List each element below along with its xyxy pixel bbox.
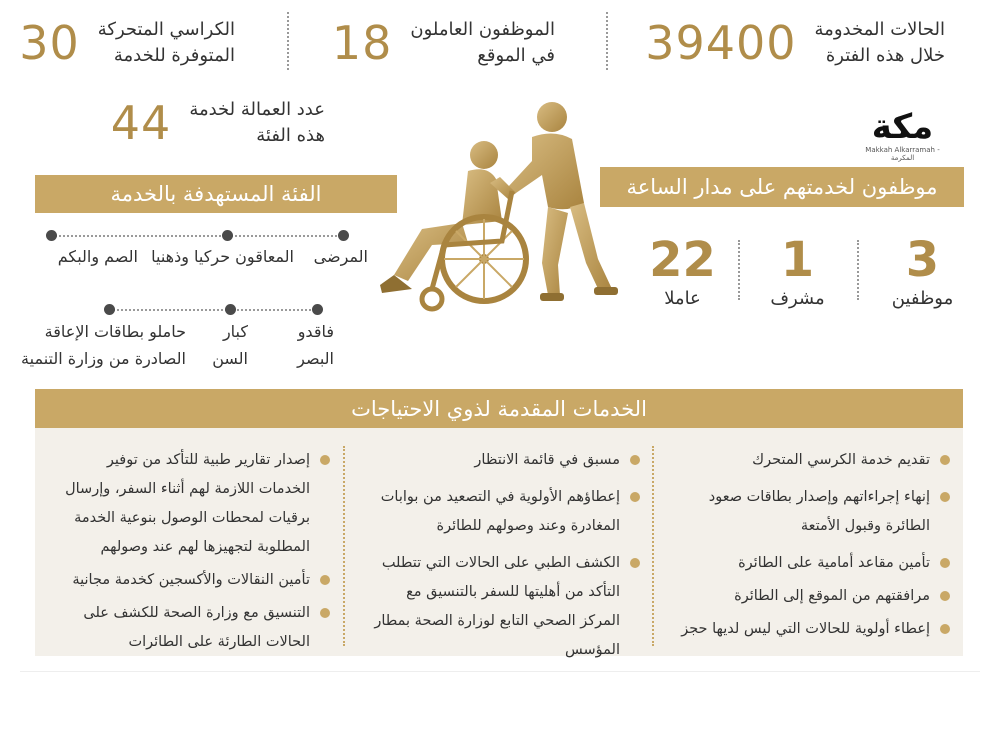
target-item-line: البصر [297,349,334,368]
divider [857,240,859,300]
target-item: المعاقون حركيا وذهنيا [151,247,294,266]
count-label: موظفين [891,288,954,309]
timeline [110,309,318,311]
stat-label: خلال هذه الفترة [825,45,945,66]
timeline [52,235,344,237]
count-label: عاملا [664,288,701,309]
count-number: 3 [905,232,940,288]
service-item: إعطاء أولوية للحالات التي ليس لديها حجز [660,615,950,644]
column-divider [343,446,345,646]
service-item: تأمين النقالات والأكسجين كخدمة مجانية [45,566,330,595]
staff-title-bar [600,167,964,207]
staff-count-workers [640,232,725,309]
service-item: إنهاء إجراءاتهم وإصدار بطاقات صعود الطائرة وقبول الأمتعة [660,483,950,541]
newspaper-logo [855,108,950,160]
staff-title: موظفون لخدمتهم على مدار الساعة [626,175,938,199]
stat-number: 30 [19,16,80,70]
staff-count-supervisor [755,232,840,309]
services-title: الخدمات المقدمة لذوي الاحتياجات [351,397,647,421]
stat-number: 39400 [645,16,797,70]
target-item [212,318,248,372]
stat-label: هذه الفئة [256,125,325,146]
services-title-bar [35,389,963,429]
logo-mark: مكة [871,107,934,147]
target-item-line: حاملو بطاقات الإعاقة [44,322,186,341]
service-item: إعطاؤهم الأولوية في التصعيد من بوابات المغادرة وعند وصولهم للطائرة [362,483,640,541]
stat-label: عدد العمالة لخدمة [189,99,325,120]
target-item [21,318,186,372]
stat-workers [110,92,325,154]
service-item: إصدار تقارير طبية للتأكد من توفير الخدمات اللازمة لهم أثناء السفر، وإرسال برقيات لمحطات الوصول بنوعية الخدمة المطلوبة لتجهيزها لهم عند وصولهم [45,446,330,562]
wheelchair-with-helper-icon [372,95,622,315]
stat-label: الموظفون العاملون [410,19,555,40]
target-item-line: الصادرة من وزارة التنمية [21,349,186,368]
count-label: مشرف [770,288,825,309]
logo-subtitle: Makkah Alkarramah - المكرمة [865,146,940,162]
timeline-dot [312,304,323,315]
target-item [297,318,334,372]
timeline-dot [338,230,349,241]
service-item: الكشف الطبي على الحالات التي تتطلب التأكد من أهليتها للسفر بالتنسيق مع المركز الصحي التابع لوزارة الصحة بمطار المؤسس [362,549,640,665]
services-column-2 [362,446,640,665]
staff-count-employees [880,232,965,309]
stat-label: الحالات المخدومة [814,19,945,40]
timeline-dot [46,230,57,241]
target-item: الصم والبكم [57,247,138,266]
service-item: مرافقتهم من الموقع إلى الطائرة [660,582,950,611]
stat-wheelchairs [19,12,235,74]
timeline-dot [225,304,236,315]
stat-label: المتوفرة للخدمة [113,45,235,66]
service-item: مسبق في قائمة الانتظار [362,446,640,475]
timeline-dot [222,230,233,241]
target-title-bar [35,175,397,213]
stat-cases-served [600,12,945,74]
stat-number: 44 [110,96,172,150]
service-item: التنسيق مع وزارة الصحة للكشف على الحالات الطارئة على الطائرات [45,599,330,657]
divider [606,12,608,70]
target-title: الفئة المستهدفة بالخدمة [110,182,322,206]
services-column-1 [660,446,950,644]
count-number: 22 [649,232,716,288]
target-item-line: فاقدو [297,322,334,341]
divider [287,12,289,70]
stat-number: 18 [331,16,393,70]
service-item: تقديم خدمة الكرسي المتحرك [660,446,950,475]
divider [20,671,980,672]
count-number: 1 [780,232,815,288]
service-item: تأمين مقاعد أمامية على الطائرة [660,549,950,578]
divider [738,240,740,300]
stat-label: في الموقع [477,45,555,66]
target-item-line: كبار [222,322,248,341]
column-divider [652,446,654,646]
stat-employees [331,12,555,74]
services-column-3 [45,446,330,657]
target-item: المرضى [313,247,368,266]
stat-label: الكراسي المتحركة [97,19,235,40]
timeline-dot [104,304,115,315]
target-item-line: السن [212,349,248,368]
